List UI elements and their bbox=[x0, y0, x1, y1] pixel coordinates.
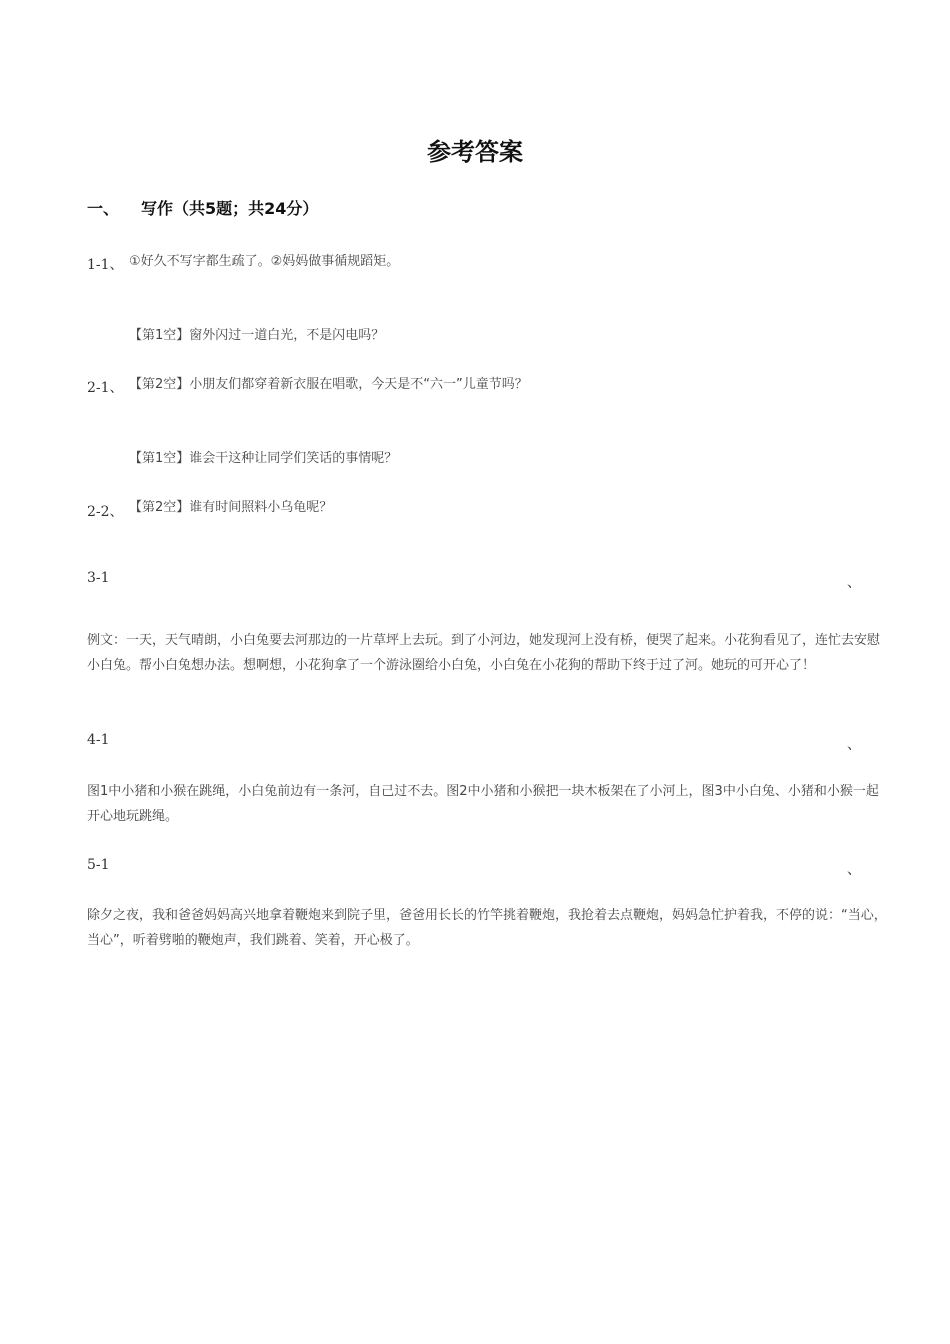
item-label-4-1: 4-1 bbox=[87, 732, 110, 748]
item-mark-3-1: 、 bbox=[847, 575, 861, 591]
answer-3-1: 例文：一天，天气晴朗，小白兔要去河那边的一片草坪上去玩。到了小河边，她发现河上没有桥，便哭了起来。小花狗看见了，连忙去安慰小白兔。帮小白兔想办法。想啊想，小花狗拿了一个游泳圈给小白兔，小白兔在小花狗的帮助下终于过了河。她玩的可开心了！ bbox=[87, 633, 881, 673]
item-label-1-1: 1-1、 bbox=[87, 257, 124, 273]
item-label-5-1: 5-1 bbox=[87, 857, 110, 873]
item-mark-5-1: 、 bbox=[847, 862, 861, 878]
answer-2-2-blank-2: 【第2空】谁有时间照料小乌龟呢？ bbox=[129, 500, 333, 515]
page-title: 参考答案 bbox=[427, 138, 523, 166]
item-label-2-2: 2-2、 bbox=[87, 504, 124, 520]
answer-4-1: 图1中小猪和小猴在跳绳，小白兔前边有一条河，自己过不去。图2中小猪和小猴把一块木板架在了小河上，图3中小白兔、小猪和小猴一起开心地玩跳绳。 bbox=[87, 784, 879, 824]
item-label-2-1: 2-1、 bbox=[87, 380, 124, 396]
section-title: 写作（共5题；共24分） bbox=[141, 199, 319, 218]
answer-2-1-blank-1: 【第1空】窗外闪过一道白光，不是闪电吗？ bbox=[129, 328, 385, 343]
section-heading bbox=[87, 196, 318, 219]
item-mark-4-1: 、 bbox=[847, 737, 861, 753]
answer-2-2-blank-1: 【第1空】谁会干这种让同学们笑话的事情呢？ bbox=[129, 451, 398, 466]
answer-5-1: 除夕之夜，我和爸爸妈妈高兴地拿着鞭炮来到院子里，爸爸用长长的竹竿挑着鞭炮，我抢着去点鞭炮，妈妈急忙护着我，不停的说：“当心，当心”，听着劈啪的鞭炮声，我们跳着、笑着，开心极了。 bbox=[87, 908, 887, 948]
answer-1-1: ①好久不写字都生疏了。②妈妈做事循规蹈矩。 bbox=[129, 254, 400, 269]
item-label-3-1: 3-1 bbox=[87, 570, 110, 586]
answer-2-1-blank-2: 【第2空】小朋友们都穿着新衣服在唱歌，今天是不“六一”儿童节吗？ bbox=[129, 377, 528, 392]
section-number: 一、 bbox=[87, 199, 120, 218]
